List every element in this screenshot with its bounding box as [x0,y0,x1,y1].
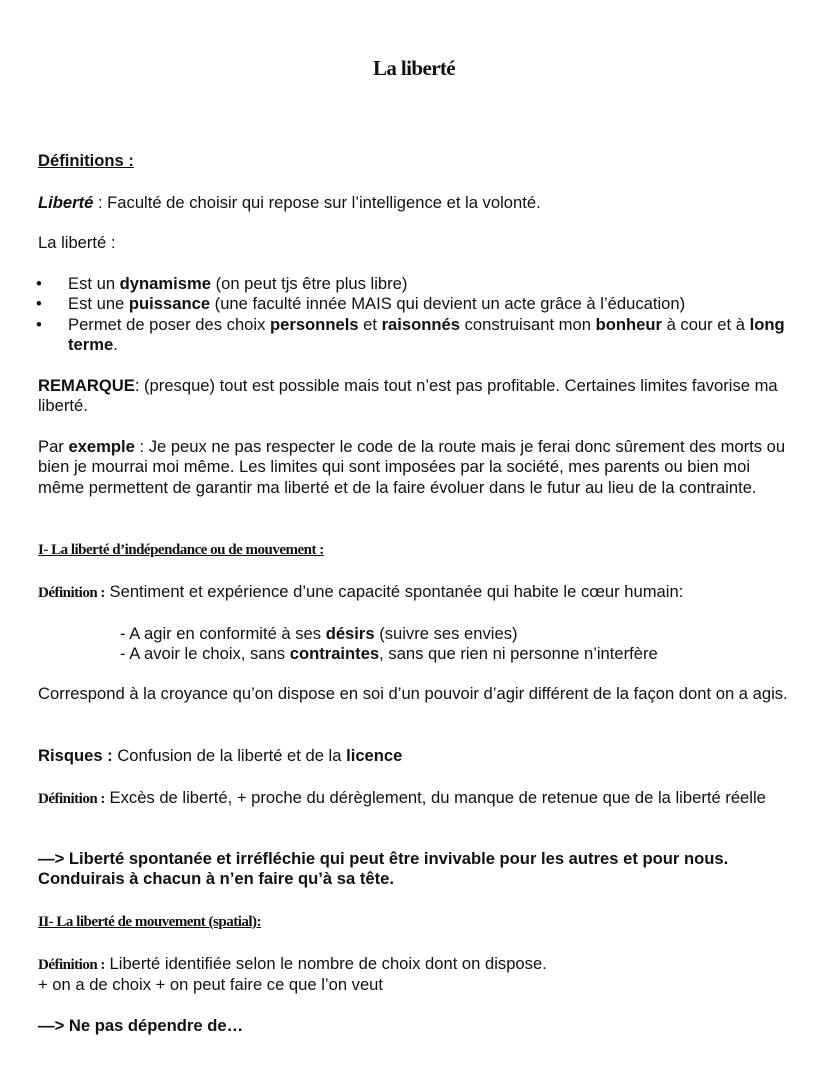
bold-text: contraintes [289,644,380,664]
remarque-paragraph [38,376,798,417]
bold-text: puissance [128,294,211,314]
list-item [38,315,798,356]
bold-text: REMARQUE [38,376,135,395]
text-segment: Est un [68,274,120,293]
definition-text [105,582,683,601]
text-segment: (une faculté innée MAIS qui devient un acte grâce à l’éducation) [210,294,686,314]
section-1-heading: I- La liberté d’indépendance ou de mouvement : [38,542,324,558]
conclusion-arrow-2 [38,1016,798,1036]
text-segment: Correspond à la croyance qu’on dispose en soi d’un pouvoir d’agir différent de la façon dont on a agis. [38,684,788,703]
risques-paragraph [38,746,798,766]
bold-text: désirs [325,624,375,643]
text-segment: - A agir en conformité à ses [120,624,326,643]
page-title: La liberté [372,56,456,80]
text-segment: . [113,335,118,355]
definition-liberte [38,193,798,213]
exemple-paragraph [38,437,798,498]
text-segment: Par [38,437,69,456]
text-segment: Confusion de la liberté et de la [112,746,347,765]
text-segment: Excès de liberté, + proche du dérèglement, du manque de retenue que de la liberté réelle [104,788,766,807]
definition-label: Définition : [38,585,105,601]
list-item [38,294,798,314]
la-liberte-intro [38,233,798,253]
section-2-heading: II- La liberté de mouvement (spatial): [38,914,262,930]
definition-label: Définition : [38,957,105,973]
text-segment: à cour et à [661,314,750,334]
bold-text: dynamisme [119,274,211,293]
text-segment: + on a de choix + on peut faire ce que l’on veut [38,975,384,995]
bold-text: long terme [68,314,785,355]
bold-text: —> Liberté spontanée et irréfléchie qui peut être invivable pour les autres et pour nous. Conduirais à chacun à n’en faire qu’à sa tête. [38,849,729,889]
plus-choix-line [38,975,383,994]
definitions-heading: Définitions : [38,151,134,170]
correspond-paragraph [38,684,798,704]
text-segment: et [358,314,382,334]
list-item [38,644,798,664]
text-segment: : Faculté de choisir qui repose sur l’intelligence et la volonté. [93,193,541,212]
text-segment: , sans que rien ni personne n’interfère [379,644,658,664]
definition-text [105,788,766,807]
text-segment: (on peut tjs être plus libre) [210,274,408,293]
definition-label: Définition : [38,791,105,807]
bold-text: bonheur [595,314,662,334]
bold-text: Liberté [38,193,94,212]
bold-text: Risques : [38,746,113,765]
text-segment: Permet de poser des choix [68,314,270,334]
list-item [38,624,798,644]
text-segment: Liberté identifiée selon le nombre de choix dont on dispose. [104,954,547,973]
text-segment: Sentiment et expérience d’une capacité spontanée qui habite le cœur humain: [104,582,684,601]
bold-text: personnels [270,314,359,334]
text-segment: (suivre ses envies) [374,624,518,643]
text-segment: Est une [68,294,129,314]
definition-text [105,954,547,973]
text-segment: : Je peux ne pas respecter le code de la route mais je ferai donc sûrement des morts ou bien je mourrai moi même. Les limites qui sont imposées par la société, mes parents ou bien moi même permettent de garantir ma liberté et de la faire évoluer dans le futur au lieu de la contrainte. [38,437,786,497]
text-segment: construisant mon [460,314,596,334]
licence-definition [38,788,798,809]
bold-text: exemple [68,437,135,456]
text-segment: La liberté : [38,233,116,252]
bold-text: licence [346,746,403,765]
conclusion-arrow-1 [38,849,798,890]
text-segment: - A avoir le choix, sans [120,644,290,664]
bold-text: raisonnés [381,314,460,334]
bold-text: —> Ne pas dépendre de… [38,1016,244,1035]
dash-list [38,624,798,665]
section-1-definition [38,582,798,603]
list-item [38,274,798,294]
text-segment: : (presque) tout est possible mais tout n’est pas profitable. Certaines limites favorise ma liberté. [38,376,778,416]
bullet-list [38,274,798,356]
section-2-definition [38,954,798,996]
